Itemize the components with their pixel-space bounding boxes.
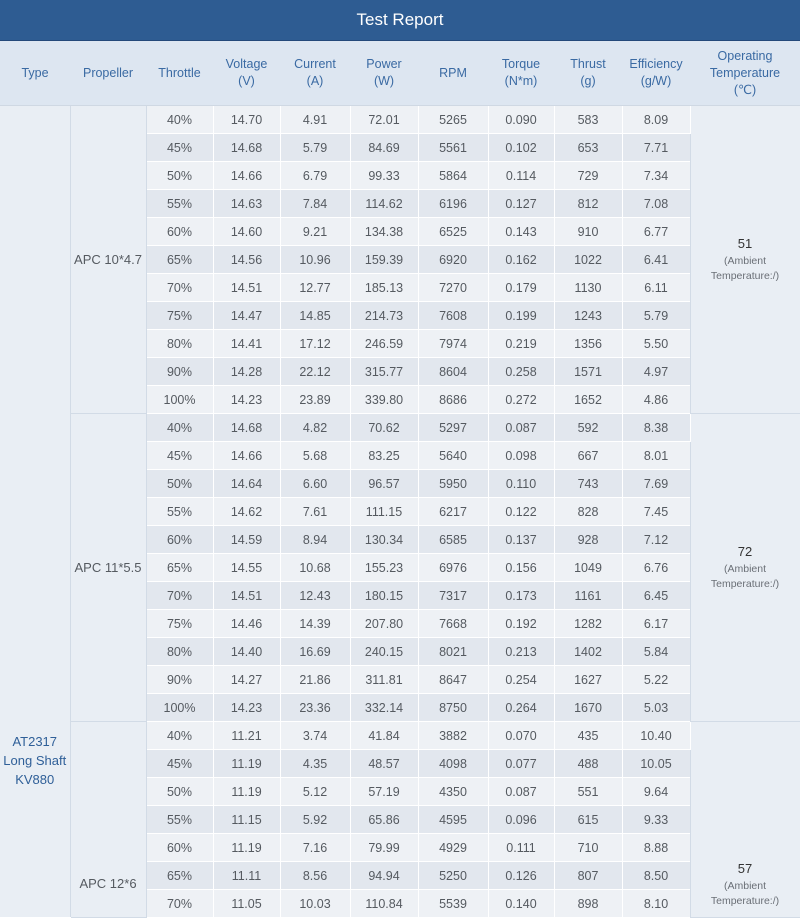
throttle-cell: 75%	[146, 610, 213, 638]
power-cell: 48.57	[350, 750, 418, 778]
throttle-cell: 50%	[146, 778, 213, 806]
efficiency-cell: 4.86	[622, 386, 690, 414]
efficiency-cell: 10.40	[622, 722, 690, 750]
voltage-cell: 14.23	[213, 694, 280, 722]
voltage-cell: 11.21	[213, 722, 280, 750]
power-cell: 84.69	[350, 134, 418, 162]
thrust-cell: 928	[554, 526, 622, 554]
thrust-cell: 583	[554, 106, 622, 134]
power-cell: 96.57	[350, 470, 418, 498]
voltage-cell: 14.68	[213, 414, 280, 442]
rpm-cell: 6920	[418, 246, 488, 274]
header-throttle-line: Throttle	[158, 65, 201, 80]
rpm-cell: 6585	[418, 526, 488, 554]
efficiency-cell: 7.08	[622, 190, 690, 218]
thrust-cell: 1356	[554, 330, 622, 358]
header-temperature-line: Temperature	[709, 65, 781, 80]
torque-cell: 0.090	[488, 106, 554, 134]
efficiency-cell: 9.64	[622, 778, 690, 806]
efficiency-cell: 9.33	[622, 806, 690, 834]
voltage-cell: 14.68	[213, 134, 280, 162]
power-cell: 180.15	[350, 582, 418, 610]
rpm-cell: 5561	[418, 134, 488, 162]
rpm-cell: 5864	[418, 162, 488, 190]
thrust-cell: 1627	[554, 666, 622, 694]
voltage-cell: 14.62	[213, 498, 280, 526]
report-title: Test Report	[0, 0, 800, 41]
ambient-temperature-note: Temperature:/)	[710, 577, 780, 590]
thrust-cell: 1402	[554, 638, 622, 666]
header-current-line: (A)	[306, 74, 324, 88]
torque-cell: 0.258	[488, 358, 554, 386]
header-current	[280, 41, 350, 106]
header-type	[0, 41, 70, 106]
torque-cell: 0.192	[488, 610, 554, 638]
power-cell: 130.34	[350, 526, 418, 554]
ambient-temperature-note: Temperature:/)	[710, 895, 780, 907]
rpm-cell: 5250	[418, 862, 488, 890]
power-cell: 159.39	[350, 246, 418, 274]
power-cell: 214.73	[350, 302, 418, 330]
voltage-cell: 14.28	[213, 358, 280, 386]
throttle-cell: 65%	[146, 554, 213, 582]
voltage-cell: 14.41	[213, 330, 280, 358]
throttle-cell: 65%	[146, 246, 213, 274]
thrust-cell: 807	[554, 862, 622, 890]
torque-cell: 0.213	[488, 638, 554, 666]
efficiency-cell: 5.50	[622, 330, 690, 358]
header-efficiency-line: (g/W)	[640, 74, 672, 88]
motor-type-line: Long Shaft	[3, 753, 67, 768]
propeller-cell: APC 10*4.7	[70, 106, 146, 414]
thrust-cell: 667	[554, 442, 622, 470]
rpm-cell: 7270	[418, 274, 488, 302]
power-cell: 79.99	[350, 834, 418, 862]
power-cell: 65.86	[350, 806, 418, 834]
rpm-cell: 6525	[418, 218, 488, 246]
power-cell: 94.94	[350, 862, 418, 890]
throttle-cell: 50%	[146, 162, 213, 190]
header-temperature-line: (℃)	[733, 82, 757, 97]
voltage-cell: 14.70	[213, 106, 280, 134]
voltage-cell: 11.19	[213, 750, 280, 778]
current-cell: 12.77	[280, 274, 350, 302]
throttle-cell: 70%	[146, 274, 213, 302]
throttle-cell: 40%	[146, 722, 213, 750]
rpm-cell: 6976	[418, 554, 488, 582]
rpm-cell: 5950	[418, 470, 488, 498]
torque-cell: 0.087	[488, 414, 554, 442]
current-cell: 4.35	[280, 750, 350, 778]
current-cell: 21.86	[280, 666, 350, 694]
propeller-cell: APC 11*5.5	[70, 414, 146, 722]
power-cell: 339.80	[350, 386, 418, 414]
throttle-cell: 45%	[146, 750, 213, 778]
power-cell: 57.19	[350, 778, 418, 806]
current-cell: 23.36	[280, 694, 350, 722]
voltage-cell: 11.11	[213, 862, 280, 890]
torque-cell: 0.087	[488, 778, 554, 806]
temperature-value: 57	[737, 861, 753, 876]
propeller-cell: APC 12*6	[70, 722, 146, 918]
torque-cell: 0.179	[488, 274, 554, 302]
throttle-cell: 60%	[146, 526, 213, 554]
torque-cell: 0.272	[488, 386, 554, 414]
current-cell: 10.96	[280, 246, 350, 274]
thrust-cell: 1670	[554, 694, 622, 722]
voltage-cell: 14.51	[213, 582, 280, 610]
header-thrust	[554, 41, 622, 106]
torque-cell: 0.096	[488, 806, 554, 834]
current-cell: 4.82	[280, 414, 350, 442]
torque-cell: 0.199	[488, 302, 554, 330]
thrust-cell: 729	[554, 162, 622, 190]
rpm-cell: 4929	[418, 834, 488, 862]
header-power	[350, 41, 418, 106]
power-cell: 83.25	[350, 442, 418, 470]
rpm-cell: 7317	[418, 582, 488, 610]
throttle-cell: 40%	[146, 414, 213, 442]
voltage-cell: 14.66	[213, 442, 280, 470]
throttle-cell: 40%	[146, 106, 213, 134]
torque-cell: 0.156	[488, 554, 554, 582]
thrust-cell: 1161	[554, 582, 622, 610]
ambient-temperature-note: Temperature:/)	[710, 269, 780, 282]
thrust-cell: 592	[554, 414, 622, 442]
current-cell: 8.94	[280, 526, 350, 554]
motor-type-line: KV880	[15, 772, 55, 787]
voltage-cell: 14.66	[213, 162, 280, 190]
current-cell: 10.68	[280, 554, 350, 582]
rpm-cell: 5265	[418, 106, 488, 134]
torque-cell: 0.162	[488, 246, 554, 274]
rpm-cell: 7668	[418, 610, 488, 638]
thrust-cell: 1282	[554, 610, 622, 638]
rpm-cell: 3882	[418, 722, 488, 750]
current-cell: 9.21	[280, 218, 350, 246]
header-voltage-line: (V)	[238, 74, 255, 88]
temperature-cell	[690, 106, 800, 414]
header-torque-line: Torque	[501, 57, 541, 71]
ambient-temperature-note: (Ambient	[723, 562, 766, 575]
efficiency-cell: 6.76	[622, 554, 690, 582]
power-cell: 111.15	[350, 498, 418, 526]
power-cell: 185.13	[350, 274, 418, 302]
temperature-cell	[690, 414, 800, 722]
efficiency-cell: 8.50	[622, 862, 690, 890]
torque-cell: 0.127	[488, 190, 554, 218]
thrust-cell: 1652	[554, 386, 622, 414]
throttle-cell: 80%	[146, 330, 213, 358]
power-cell: 99.33	[350, 162, 418, 190]
voltage-cell: 14.27	[213, 666, 280, 694]
efficiency-cell: 6.77	[622, 218, 690, 246]
rpm-cell: 6196	[418, 190, 488, 218]
efficiency-cell: 8.09	[622, 106, 690, 134]
power-cell: 311.81	[350, 666, 418, 694]
test-report-table	[0, 41, 800, 918]
torque-cell: 0.140	[488, 890, 554, 918]
torque-cell: 0.122	[488, 498, 554, 526]
thrust-cell: 488	[554, 750, 622, 778]
efficiency-cell: 7.12	[622, 526, 690, 554]
table-body	[0, 106, 800, 918]
current-cell: 17.12	[280, 330, 350, 358]
current-cell: 14.85	[280, 302, 350, 330]
thrust-cell: 898	[554, 890, 622, 918]
header-torque-line: (N*m)	[504, 74, 538, 88]
torque-cell: 0.219	[488, 330, 554, 358]
current-cell: 5.12	[280, 778, 350, 806]
rpm-cell: 6217	[418, 498, 488, 526]
power-cell: 72.01	[350, 106, 418, 134]
throttle-cell: 80%	[146, 638, 213, 666]
current-cell: 5.68	[280, 442, 350, 470]
motor-type-cell	[0, 106, 70, 918]
rpm-cell: 5640	[418, 442, 488, 470]
header-power-line: Power	[366, 57, 402, 71]
throttle-cell: 100%	[146, 694, 213, 722]
current-cell: 6.79	[280, 162, 350, 190]
thrust-cell: 653	[554, 134, 622, 162]
voltage-cell: 14.55	[213, 554, 280, 582]
current-cell: 23.89	[280, 386, 350, 414]
throttle-cell: 60%	[146, 218, 213, 246]
voltage-cell: 14.59	[213, 526, 280, 554]
torque-cell: 0.143	[488, 218, 554, 246]
torque-cell: 0.137	[488, 526, 554, 554]
header-type-line: Type	[21, 65, 49, 80]
header-thrust-line: Thrust	[570, 57, 606, 71]
efficiency-cell: 6.11	[622, 274, 690, 302]
power-cell: 134.38	[350, 218, 418, 246]
thrust-cell: 435	[554, 722, 622, 750]
ambient-temperature-note: (Ambient	[723, 880, 766, 892]
efficiency-cell: 6.45	[622, 582, 690, 610]
torque-cell: 0.111	[488, 834, 554, 862]
current-cell: 8.56	[280, 862, 350, 890]
voltage-cell: 11.19	[213, 834, 280, 862]
throttle-cell: 90%	[146, 358, 213, 386]
throttle-cell: 65%	[146, 862, 213, 890]
power-cell: 246.59	[350, 330, 418, 358]
power-cell: 207.80	[350, 610, 418, 638]
thrust-cell: 812	[554, 190, 622, 218]
torque-cell: 0.110	[488, 470, 554, 498]
thrust-cell: 615	[554, 806, 622, 834]
current-cell: 14.39	[280, 610, 350, 638]
motor-type-line: AT2317	[12, 734, 58, 749]
header-voltage-line: Voltage	[225, 57, 268, 71]
throttle-cell: 60%	[146, 834, 213, 862]
power-cell: 315.77	[350, 358, 418, 386]
voltage-cell: 14.51	[213, 274, 280, 302]
torque-cell: 0.114	[488, 162, 554, 190]
throttle-cell: 75%	[146, 302, 213, 330]
efficiency-cell: 8.88	[622, 834, 690, 862]
voltage-cell: 11.19	[213, 778, 280, 806]
efficiency-cell: 5.79	[622, 302, 690, 330]
power-cell: 70.62	[350, 414, 418, 442]
current-cell: 7.61	[280, 498, 350, 526]
throttle-cell: 100%	[146, 386, 213, 414]
voltage-cell: 14.63	[213, 190, 280, 218]
current-cell: 12.43	[280, 582, 350, 610]
throttle-cell: 45%	[146, 442, 213, 470]
power-cell: 155.23	[350, 554, 418, 582]
current-cell: 22.12	[280, 358, 350, 386]
header-temperature-line: Operating	[717, 48, 773, 63]
efficiency-cell: 7.71	[622, 134, 690, 162]
voltage-cell: 14.23	[213, 386, 280, 414]
rpm-cell: 8021	[418, 638, 488, 666]
table-row	[0, 722, 800, 750]
efficiency-cell: 10.05	[622, 750, 690, 778]
efficiency-cell: 6.17	[622, 610, 690, 638]
thrust-cell: 551	[554, 778, 622, 806]
efficiency-cell: 7.34	[622, 162, 690, 190]
voltage-cell: 11.05	[213, 890, 280, 918]
voltage-cell: 14.47	[213, 302, 280, 330]
rpm-cell: 4595	[418, 806, 488, 834]
header-efficiency	[622, 41, 690, 106]
current-cell: 5.79	[280, 134, 350, 162]
efficiency-cell: 4.97	[622, 358, 690, 386]
header-thrust-line: (g)	[580, 74, 596, 88]
rpm-cell: 8750	[418, 694, 488, 722]
thrust-cell: 710	[554, 834, 622, 862]
throttle-cell: 55%	[146, 190, 213, 218]
voltage-cell: 14.64	[213, 470, 280, 498]
thrust-cell: 828	[554, 498, 622, 526]
throttle-cell: 50%	[146, 470, 213, 498]
table-row	[0, 414, 800, 442]
rpm-cell: 8647	[418, 666, 488, 694]
thrust-cell: 1049	[554, 554, 622, 582]
throttle-cell: 55%	[146, 498, 213, 526]
efficiency-cell: 5.22	[622, 666, 690, 694]
throttle-cell: 55%	[146, 806, 213, 834]
efficiency-cell: 7.45	[622, 498, 690, 526]
rpm-cell: 5297	[418, 414, 488, 442]
thrust-cell: 1243	[554, 302, 622, 330]
header-temperature	[690, 41, 800, 106]
header-power-line: (W)	[373, 74, 395, 88]
rpm-cell: 4350	[418, 778, 488, 806]
power-cell: 41.84	[350, 722, 418, 750]
voltage-cell: 11.15	[213, 806, 280, 834]
current-cell: 5.92	[280, 806, 350, 834]
rpm-cell: 7608	[418, 302, 488, 330]
header-voltage	[213, 41, 280, 106]
header-throttle	[146, 41, 213, 106]
torque-cell: 0.102	[488, 134, 554, 162]
temperature-value: 51	[737, 235, 753, 251]
torque-cell: 0.098	[488, 442, 554, 470]
thrust-cell: 1571	[554, 358, 622, 386]
rpm-cell: 5539	[418, 890, 488, 918]
current-cell: 10.03	[280, 890, 350, 918]
rpm-cell: 8686	[418, 386, 488, 414]
header-propeller	[70, 41, 146, 106]
efficiency-cell: 8.01	[622, 442, 690, 470]
thrust-cell: 1022	[554, 246, 622, 274]
throttle-cell: 45%	[146, 134, 213, 162]
torque-cell: 0.077	[488, 750, 554, 778]
efficiency-cell: 5.84	[622, 638, 690, 666]
current-cell: 4.91	[280, 106, 350, 134]
power-cell: 114.62	[350, 190, 418, 218]
throttle-cell: 70%	[146, 890, 213, 918]
torque-cell: 0.070	[488, 722, 554, 750]
throttle-cell: 90%	[146, 666, 213, 694]
header-rpm	[418, 41, 488, 106]
voltage-cell: 14.40	[213, 638, 280, 666]
header-torque	[488, 41, 554, 106]
voltage-cell: 14.60	[213, 218, 280, 246]
header-row	[0, 41, 800, 106]
rpm-cell: 8604	[418, 358, 488, 386]
thrust-cell: 743	[554, 470, 622, 498]
header-propeller-line: Propeller	[82, 65, 134, 80]
efficiency-cell: 7.69	[622, 470, 690, 498]
temperature-value: 72	[737, 543, 753, 559]
power-cell: 332.14	[350, 694, 418, 722]
current-cell: 7.84	[280, 190, 350, 218]
current-cell: 6.60	[280, 470, 350, 498]
efficiency-cell: 6.41	[622, 246, 690, 274]
rpm-cell: 4098	[418, 750, 488, 778]
efficiency-cell: 8.10	[622, 890, 690, 918]
current-cell: 7.16	[280, 834, 350, 862]
torque-cell: 0.254	[488, 666, 554, 694]
table-row	[0, 106, 800, 134]
header-efficiency-line: Efficiency	[629, 57, 683, 71]
current-cell: 3.74	[280, 722, 350, 750]
torque-cell: 0.173	[488, 582, 554, 610]
torque-cell: 0.264	[488, 694, 554, 722]
efficiency-cell: 5.03	[622, 694, 690, 722]
voltage-cell: 14.46	[213, 610, 280, 638]
header-rpm-line: RPM	[439, 65, 467, 80]
power-cell: 110.84	[350, 890, 418, 918]
thrust-cell: 910	[554, 218, 622, 246]
ambient-temperature-note: (Ambient	[723, 254, 766, 267]
rpm-cell: 7974	[418, 330, 488, 358]
voltage-cell: 14.56	[213, 246, 280, 274]
power-cell: 240.15	[350, 638, 418, 666]
efficiency-cell: 8.38	[622, 414, 690, 442]
current-cell: 16.69	[280, 638, 350, 666]
header-current-line: Current	[294, 57, 336, 71]
throttle-cell: 70%	[146, 582, 213, 610]
torque-cell: 0.126	[488, 862, 554, 890]
thrust-cell: 1130	[554, 274, 622, 302]
temperature-cell	[690, 722, 800, 918]
